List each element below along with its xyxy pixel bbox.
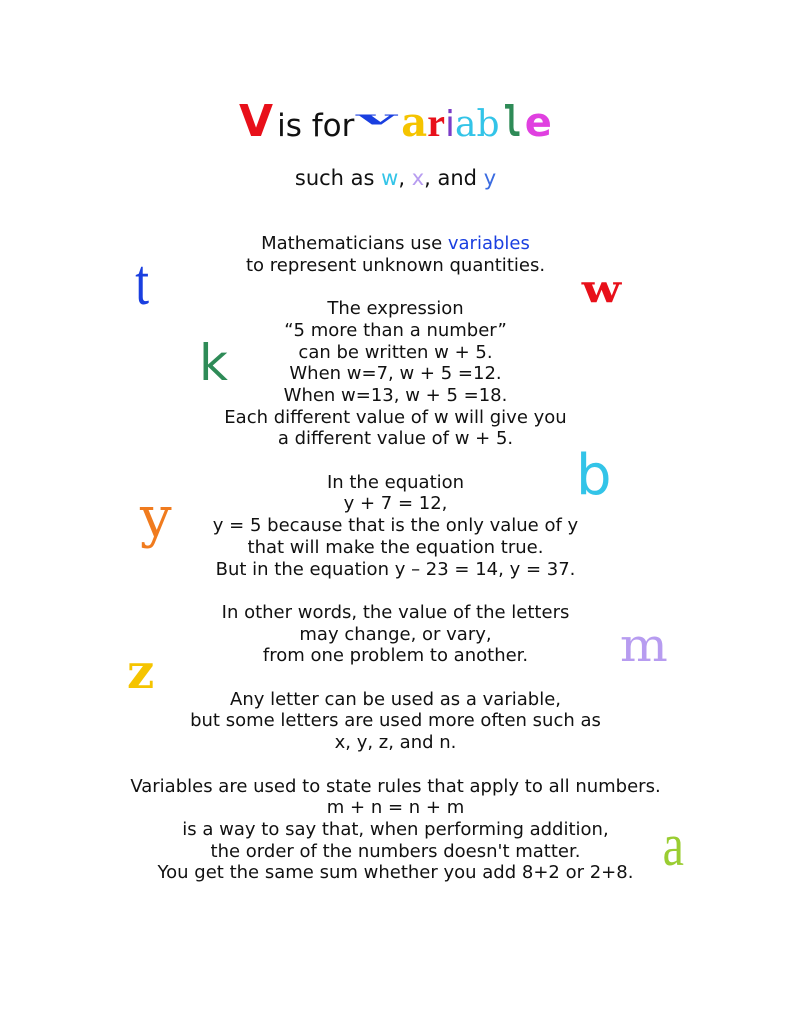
decorative-letter-t: t — [135, 246, 150, 319]
title-letter-a2: a — [454, 104, 477, 145]
p1-line2: to represent unknown quantities. — [245, 254, 546, 276]
decorative-letter-w: w — [581, 266, 621, 311]
p6-line4: the order of the numbers doesn't matter. — [210, 840, 581, 862]
p6-line5: You get the same sum whether you add 8+2 or 2+8. — [157, 862, 634, 884]
p6-line3: is a way to say that, when performing addition, — [182, 818, 609, 840]
p3-line3: y = 5 because that is the only value of y — [212, 515, 579, 537]
p1-line1-prefix: Mathematicians use — [261, 233, 448, 254]
title-middle-text: is for — [277, 108, 355, 144]
p2-line4: When w=7, w + 5 =12. — [289, 363, 502, 385]
decorative-letter-z: z — [127, 644, 155, 700]
p2-line5: When w=13, w + 5 =18. — [283, 384, 508, 406]
decorative-letter-m: m — [619, 618, 668, 672]
title-letter-a1: a — [401, 99, 428, 146]
p4-line1: In other words, the value of the letters — [221, 601, 570, 623]
subtitle-sep2: , and — [424, 166, 484, 190]
paragraph-gap — [0, 276, 791, 298]
p1-variables-highlight: variables — [447, 233, 530, 254]
subtitle-sep1: , — [398, 166, 412, 190]
p5-line1: Any letter can be used as a variable, — [230, 688, 561, 710]
p3-line5: But in the equation y – 23 = 14, y = 37. — [215, 558, 576, 580]
title-big-letter: V — [239, 96, 274, 147]
p4-line2: may change, or vary, — [299, 623, 492, 645]
decorative-letter-y: y — [140, 485, 172, 550]
title-letter-l: l — [503, 97, 522, 146]
subtitle-prefix: such as — [294, 166, 382, 190]
p2-line7: a different value of w + 5. — [277, 428, 514, 450]
paragraph-gap — [0, 667, 791, 689]
p3-line2: y + 7 = 12, — [343, 493, 448, 515]
p2-line1: The expression — [327, 298, 464, 320]
page-title — [0, 96, 791, 147]
decorative-letter-a: a — [662, 812, 684, 878]
p1-line1 — [0, 233, 791, 255]
subtitle — [0, 166, 791, 190]
paragraph-gap — [0, 580, 791, 602]
paragraph-gap — [0, 450, 791, 472]
p6-line1: Variables are used to state rules that apply to all numbers. — [130, 775, 661, 797]
subtitle-x: x — [411, 166, 425, 190]
p3-line4: that will make the equation true. — [247, 536, 544, 558]
p2-line6: Each different value of w will give you — [224, 406, 567, 428]
p4-line3: from one problem to another. — [262, 645, 529, 667]
title-letter-v: v — [356, 106, 397, 130]
title-letter-i: i — [444, 104, 455, 145]
title-variable-word — [356, 97, 552, 146]
decorative-letter-k: k — [199, 334, 228, 392]
title-letter-r: r — [427, 100, 445, 145]
title-letter-b: b — [476, 104, 500, 145]
p5-line2: but some letters are used more often such as — [190, 710, 601, 732]
p2-line2: “5 more than a number” — [284, 319, 507, 341]
p6-line2: m + n = n + m — [326, 797, 465, 819]
body-text — [0, 233, 791, 884]
p5-line3: x, y, z, and n. — [334, 732, 457, 754]
p2-line3: can be written w + 5. — [298, 341, 493, 363]
decorative-letter-b: b — [576, 443, 612, 508]
title-letter-e: e — [524, 100, 552, 146]
subtitle-w: w — [381, 166, 399, 190]
subtitle-y: y — [483, 166, 497, 190]
p3-line1: In the equation — [326, 471, 465, 493]
paragraph-gap — [0, 754, 791, 776]
